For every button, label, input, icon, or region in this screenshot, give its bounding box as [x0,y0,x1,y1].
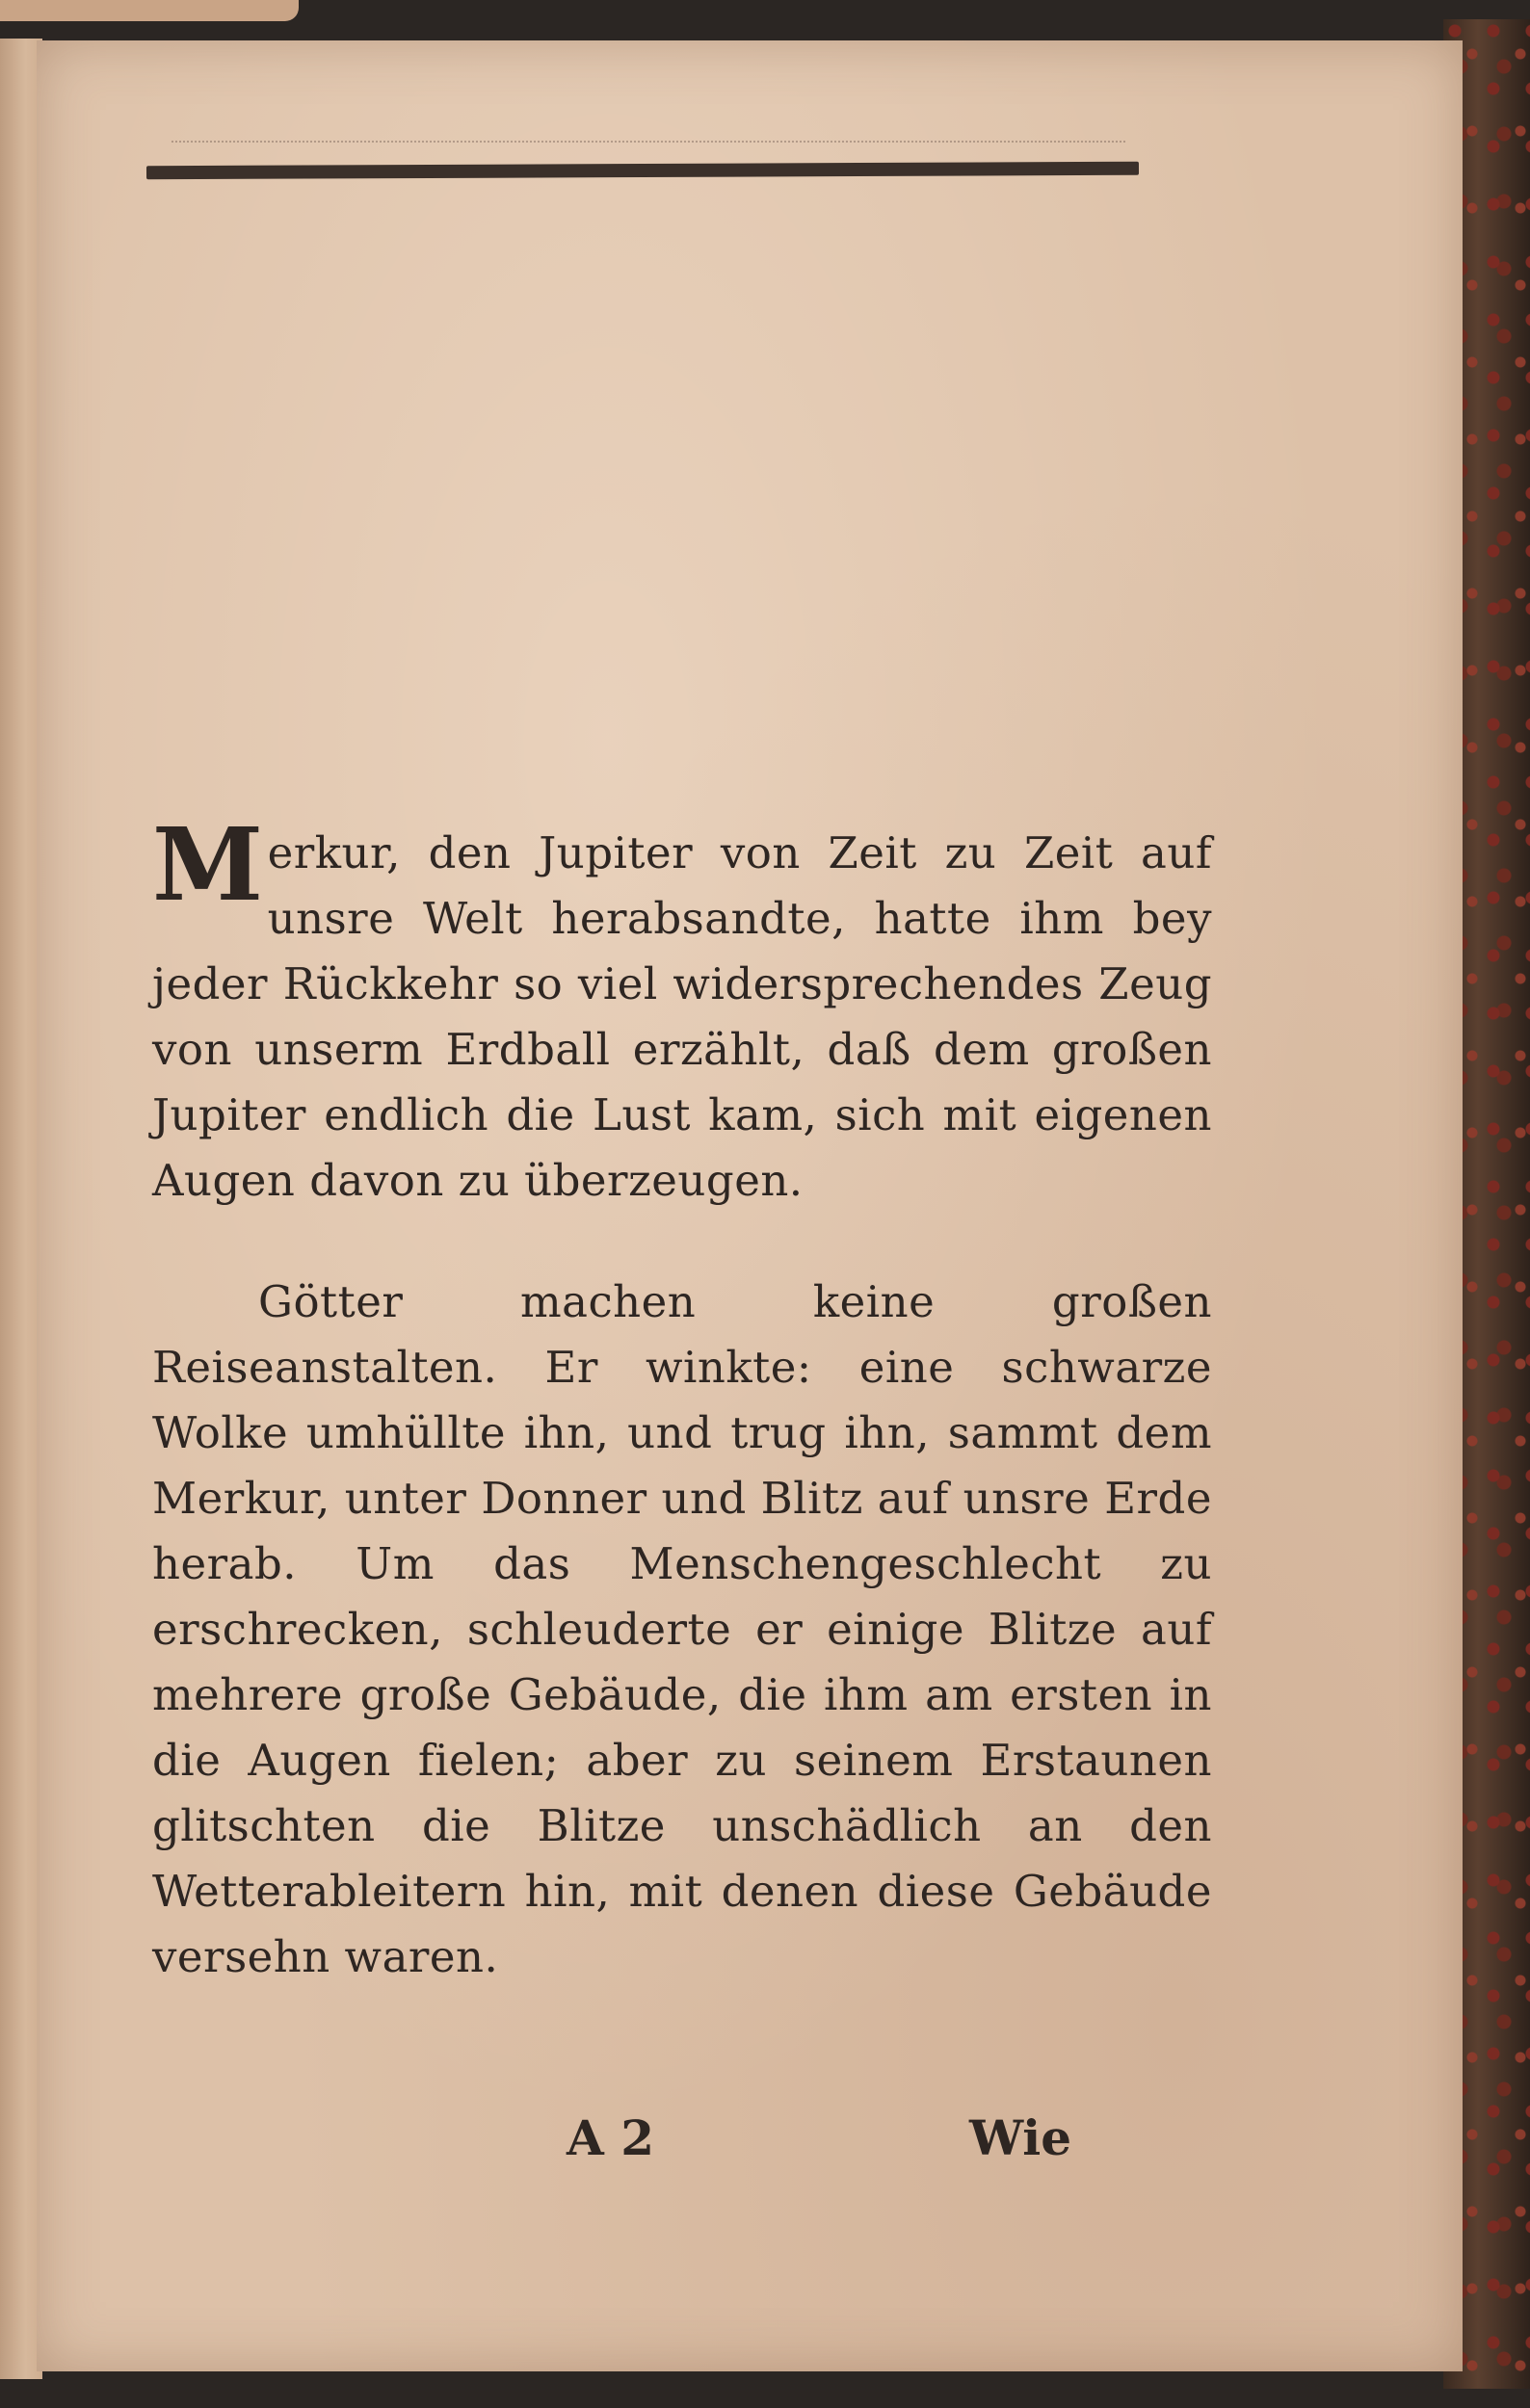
page-footer [37,2109,1463,2186]
header-rule [146,162,1139,179]
paragraph-1-text: erkur, den Jupiter von Zeit zu Zeit auf unsre Welt herabsandte, hatte ihm bey jeder Rückkehr so viel widersprechendes Zeug von unserm Erdball erzählt, daß dem großen Jupiter endlich die Lust kam, sich mit eigenen Augen davon zu überzeugen. [152,827,1212,1206]
book-page [37,40,1463,2371]
catchword: Wie [969,2109,1072,2166]
paragraph-1 [152,805,1212,1214]
ornament-dotted-rule [171,141,1125,144]
previous-leaf-scrap [0,0,299,21]
body-text [152,805,1212,1990]
signature-mark: A 2 [567,2109,654,2166]
drop-cap: M [152,805,264,924]
paragraph-2: Götter machen keine großen Reiseanstalten. Er winkte: eine schwarze Wolke umhüllte ihn, und trug ihn, sammt dem Merkur, unter Donner und Blitz auf unsre Erde herab. Um das Menschengeschlecht zu erschrecken, schleuderte er einige Blitze auf mehrere große Gebäude, die ihm am ersten in die Augen fielen; aber zu seinem Erstaunen glitschten die Blitze unschädlich an den Wetterableitern hin, mit denen diese Gebäude versehn waren. [152,1276,1212,1982]
